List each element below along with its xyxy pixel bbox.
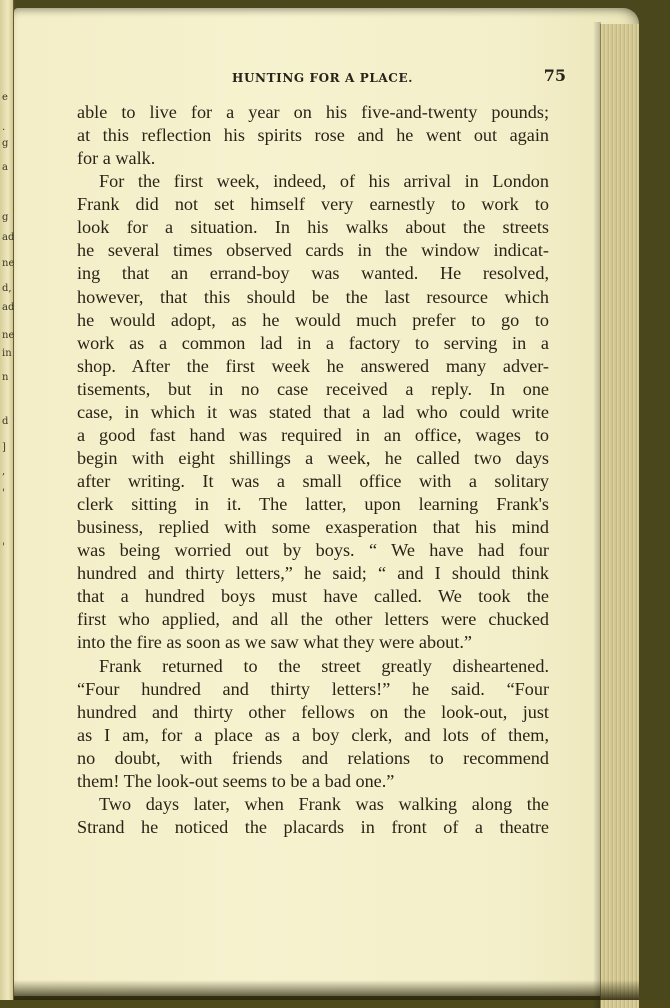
gutter-character: d [2, 416, 9, 427]
text-line: business, replied with some exasperation that his mind [77, 517, 549, 538]
gutter-character: . [2, 122, 6, 133]
text-line: as I am, for a place as a boy clerk, and lots of them, [77, 724, 549, 745]
text-line: no doubt, with friends and relations to recommend [77, 747, 549, 768]
gutter-character: in [2, 348, 12, 359]
text-line: for a walk. [77, 148, 156, 169]
text-line: into the fire as soon as we saw what they were about.” [77, 632, 472, 653]
page-header [76, 65, 576, 89]
gutter-character: g [2, 138, 9, 149]
text-line: first who applied, and all the other letters were chucked [77, 609, 549, 630]
text-line: a good fast hand was required in an office, wages to [77, 424, 549, 445]
book-page [14, 8, 639, 996]
text-line: case, in which it was stated that a lad who could write [77, 401, 549, 422]
text-line: begin with eight shillings a week, he called two days [77, 447, 549, 468]
page-number: 75 [543, 66, 566, 85]
gutter-character: ad [2, 232, 15, 243]
gutter-character: , [2, 466, 6, 477]
text-line: tisements, but in no case received a reply. In one [77, 378, 549, 399]
gutter-character: ' [2, 488, 5, 499]
text-line: he would adopt, as he would much prefer to go to [77, 309, 549, 330]
gutter-character: d, [2, 283, 12, 294]
text-line: at this reflection his spirits rose and he went out again [77, 125, 549, 146]
gutter-character: a [2, 162, 8, 173]
text-line: Frank did not set himself very earnestly to work to [77, 194, 549, 215]
text-line: clerk sitting in it. The latter, upon learning Frank's [77, 494, 549, 515]
text-line: “Four hundred and thirty letters!” he said. “Four [77, 678, 549, 699]
text-line: shop. After the first week he answered many adver- [77, 355, 549, 376]
text-line: able to live for a year on his five-and-twenty pounds; [77, 102, 549, 122]
gutter-character: ad [2, 302, 15, 313]
gutter-character: ] [2, 442, 6, 453]
text-line: Two days later, when Frank was walking along the [99, 793, 549, 814]
text-line: look for a situation. In his walks about the streets [77, 217, 549, 238]
gutter-character: ' [2, 542, 5, 553]
text-line: however, that this should be the last resource which [77, 286, 549, 307]
text-line: he several times observed cards in the window indicat- [77, 240, 549, 261]
text-line: Frank returned to the street greatly disheartened. [99, 655, 549, 676]
running-head: HUNTING FOR A PLACE. [232, 71, 413, 85]
gutter-character: ne [2, 330, 15, 341]
gutter-character: e [2, 92, 8, 103]
gutter-character: n [2, 372, 9, 383]
facing-page-edge [0, 0, 13, 1000]
text-line: them! The look-out seems to be a bad one.” [77, 770, 395, 791]
body-text [77, 101, 549, 839]
text-line: after writing. It was a small office with a solitary [77, 471, 549, 491]
gutter-character: ne [2, 258, 15, 269]
text-line: ing that an errand-boy was wanted. He resolved, [77, 263, 549, 284]
text-line: work as a common lad in a factory to serving in a [77, 332, 549, 353]
page-edges [600, 24, 639, 1008]
text-line: For the first week, indeed, of his arrival in London [99, 171, 549, 192]
text-line: hundred and thirty letters,” he said; “ and I should think [77, 563, 549, 584]
text-line: that a hundred boys must have called. We took the [77, 586, 549, 607]
text-line: was being worried out by boys. “ We have had four [77, 540, 549, 561]
text-line: Strand he noticed the placards in front of a theatre [77, 816, 549, 837]
text-line: hundred and thirty other fellows on the look-out, just [77, 701, 549, 722]
gutter-character: g [2, 212, 9, 223]
bottom-shadow [14, 980, 639, 1000]
